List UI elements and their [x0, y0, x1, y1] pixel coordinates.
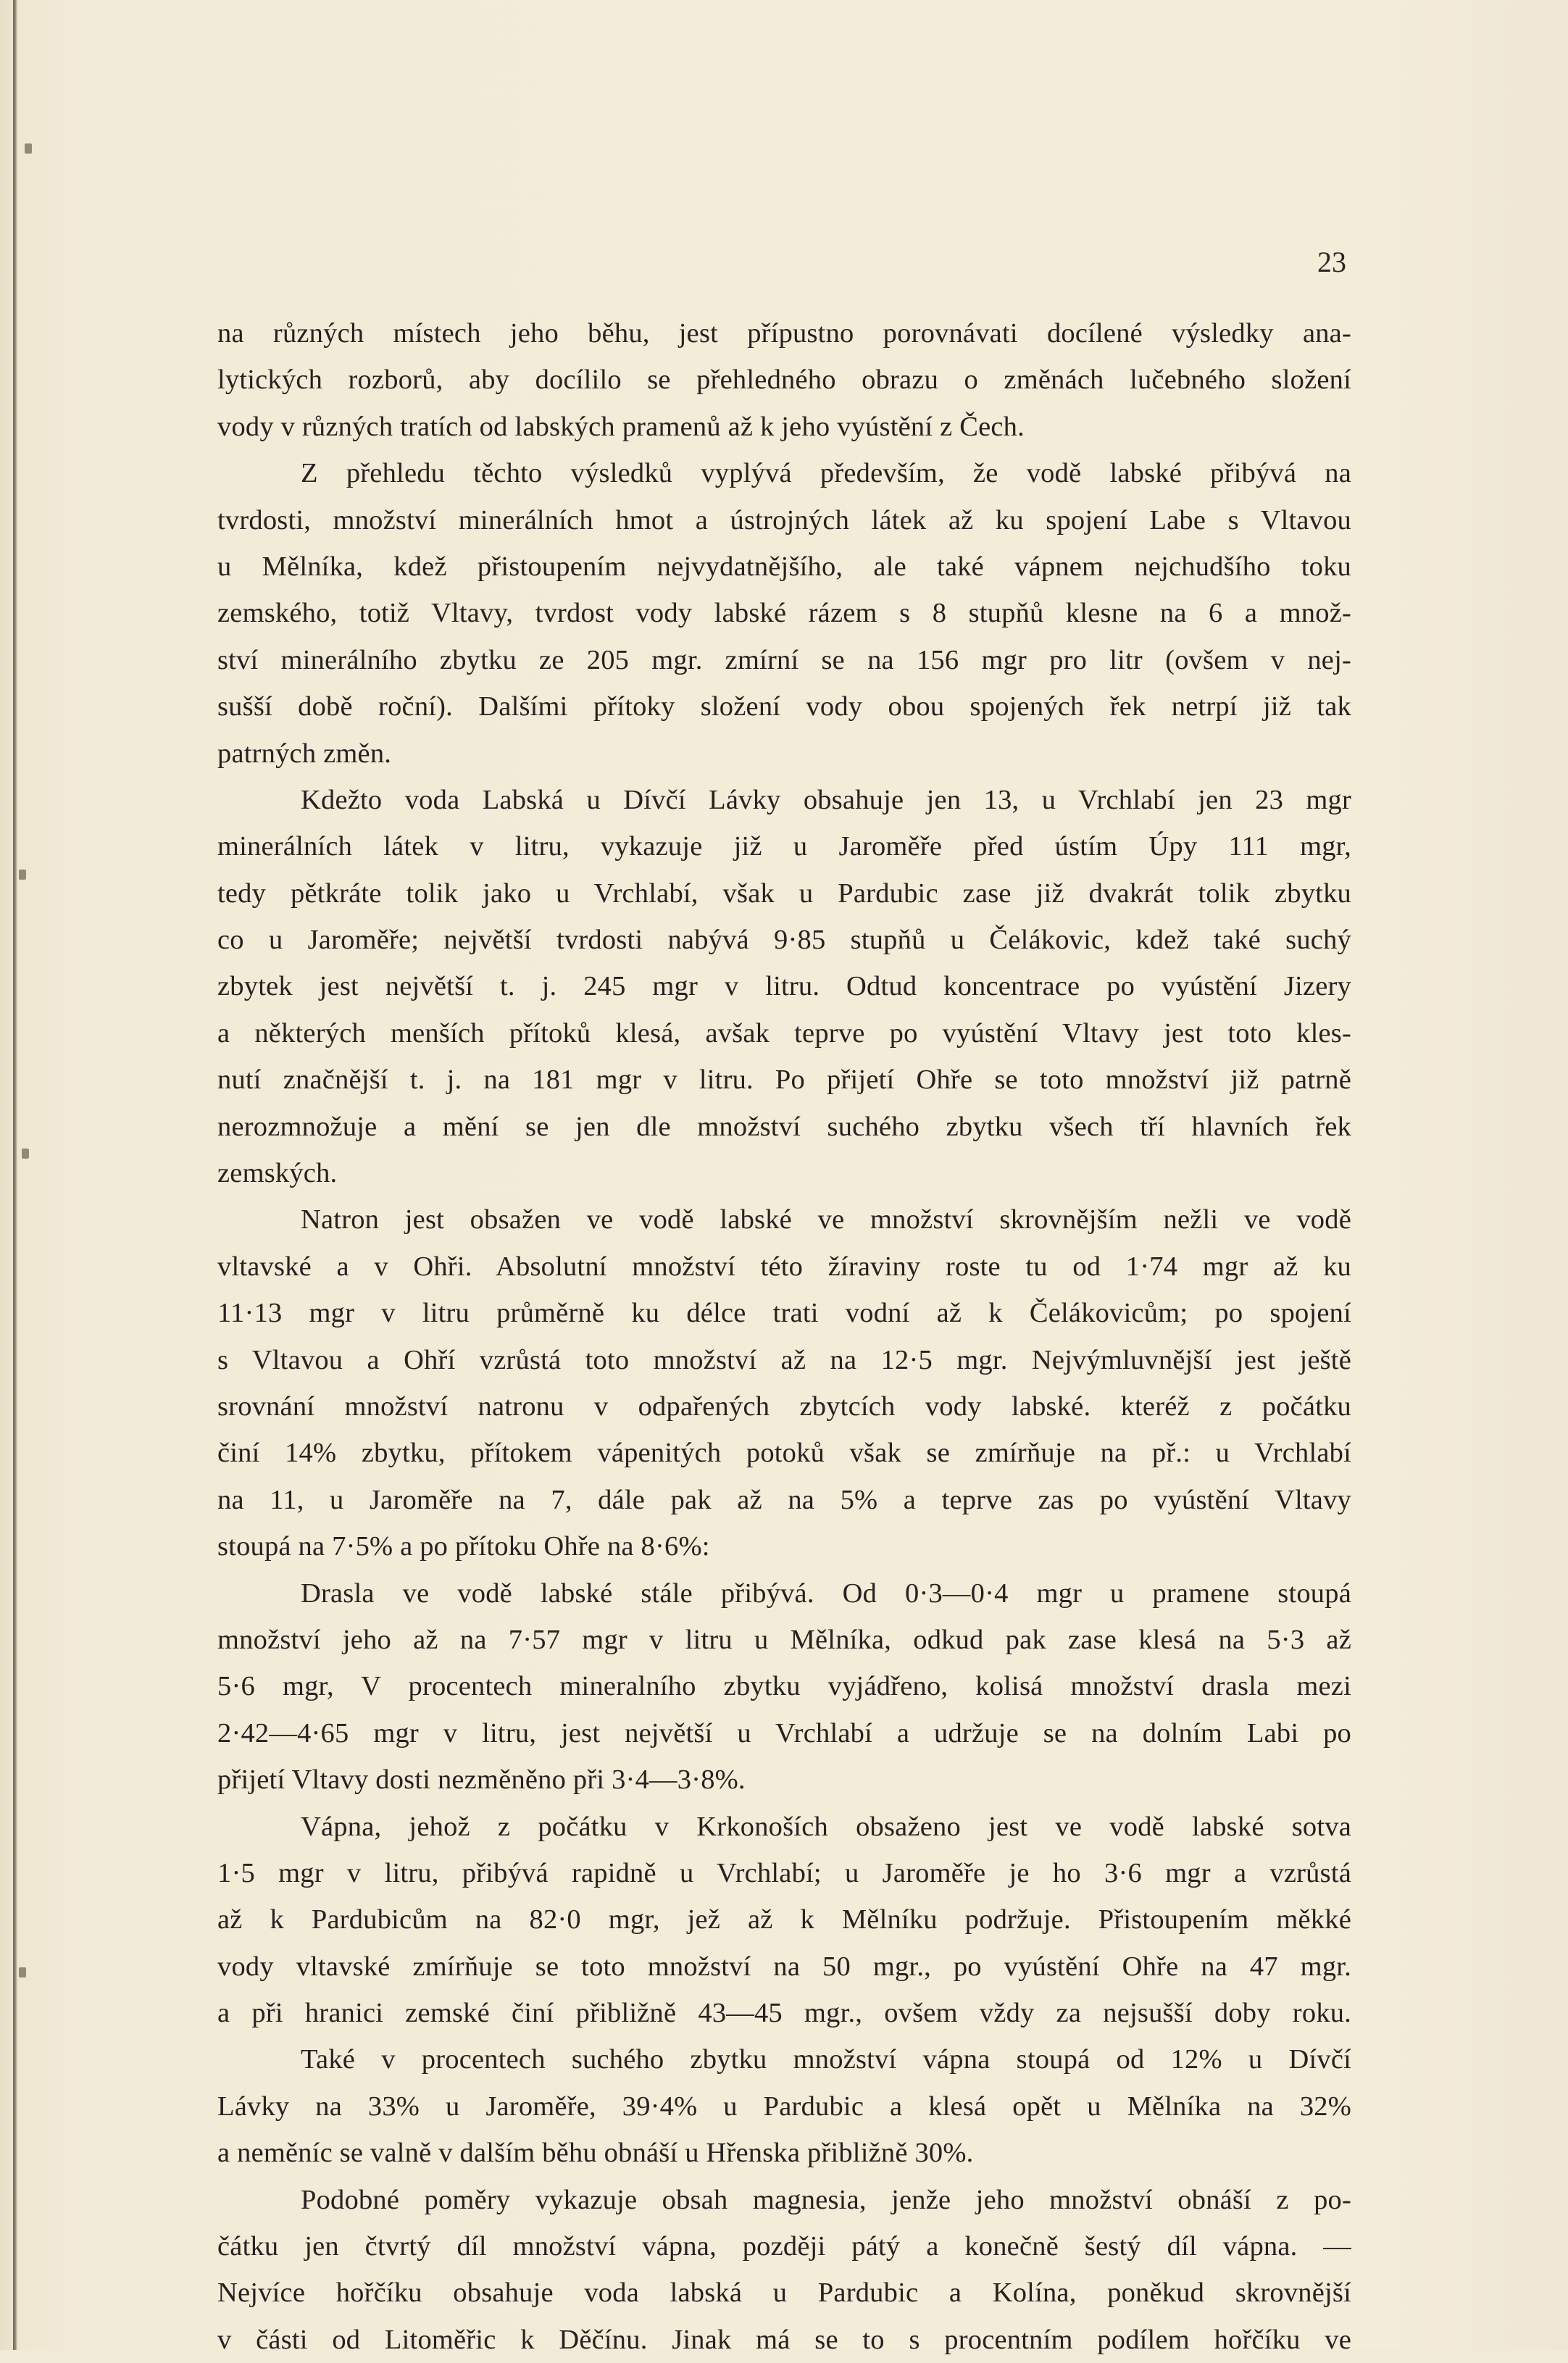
text-line: lytických rozborů, aby docílilo se přehledného obrazu o změnách lučebného složení	[217, 364, 1351, 396]
text-line: tvrdosti, množství minerálních hmot a ústrojných látek až ku spojení Labe s Vltavou	[217, 504, 1351, 535]
text-line: u Mělníka, kdež přistoupením nejvydatnějšího, ale také vápnem nejchudšího toku	[217, 551, 1351, 582]
text-line: 2·42—4·65 mgr v litru, jest největší u Vrchlabí a udržuje se na dolním Labi po	[217, 1717, 1351, 1749]
text-line: zemských.	[217, 1158, 338, 1189]
edge-mark	[22, 1149, 29, 1159]
text-line: tedy pětkráte tolik jako u Vrchlabí, však u Pardubic zase již dvakrát tolik zbytku	[217, 878, 1351, 909]
body-text	[217, 310, 1351, 2363]
edge-mark	[19, 870, 26, 880]
binding-edge	[13, 0, 17, 2350]
text-line: sušší době roční). Dalšími přítoky složení vody obou spojených řek netrpí již tak	[217, 691, 1351, 722]
page-number: 23	[1317, 246, 1346, 278]
text-line: Kdežto voda Labská u Dívčí Lávky obsahuje jen 13, u Vrchlabí jen 23 mgr	[301, 784, 1351, 815]
text-line: Také v procentech suchého zbytku množství vápna stoupá od 12% u Dívčí	[301, 2044, 1351, 2075]
text-line: zbytek jest největší t. j. 245 mgr v litru. Odtud koncentrace po vyústění Jizery	[217, 971, 1351, 1002]
text-line: nerozmnožuje a mění se jen dle množství suchého zbytku všech tří hlavních řek	[217, 1111, 1351, 1142]
text-line: na různých místech jeho běhu, jest přípustno porovnávati docílené výsledky ana-	[217, 318, 1351, 349]
text-line: Podobné poměry vykazuje obsah magnesia, jenže jeho množství obnáší z po-	[301, 2184, 1351, 2215]
text-line: s Vltavou a Ohří vzrůstá toto množství až na 12·5 mgr. Nejvýmluvnější jest ještě	[217, 1344, 1351, 1375]
text-line: v části od Litoměřic k Děčínu. Jinak má se to s procentním podílem hořčíku ve	[217, 2324, 1351, 2355]
text-line: nutí značnější t. j. na 181 mgr v litru. Po přijetí Ohře se toto množství již patrně	[217, 1064, 1351, 1096]
text-line: Nejvíce hořčíku obsahuje voda labská u Pardubic a Kolína, poněkud skrovnější	[217, 2277, 1351, 2309]
text-line: 11·13 mgr v litru průměrně ku délce trati vodní až k Čelákovicům; po spojení	[217, 1298, 1351, 1329]
text-line: a při hranici zemské činí přibližně 43—45 mgr., ovšem vždy za nejsušší doby roku.	[217, 1998, 1351, 2029]
text-line: ství minerálního zbytku ze 205 mgr. zmírní se na 156 mgr pro litr (ovšem v nej-	[217, 644, 1351, 675]
text-line: a neměníc se valně v dalším běhu obnáší u Hřenska přibližně 30%.	[217, 2138, 974, 2169]
edge-mark	[25, 143, 32, 154]
text-line: vody v různých tratích od labských pramenů až k jeho vyústění z Čech.	[217, 411, 1025, 442]
text-line: patrných změn.	[217, 738, 392, 769]
text-line: 1·5 mgr v litru, přibývá rapidně u Vrchlabí; u Jaroměře je ho 3·6 mgr a vzrůstá	[217, 1857, 1351, 1888]
edge-mark	[19, 1967, 26, 1977]
text-line: srovnání množství natronu v odpařených zbytcích vody labské. kteréž z počátku	[217, 1391, 1351, 1422]
text-line: Natron jest obsažen ve vodě labské ve množství skrovnějším nežli ve vodě	[301, 1204, 1351, 1235]
text-line: vltavské a v Ohři. Absolutní množství této žíraviny roste tu od 1·74 mgr až ku	[217, 1251, 1351, 1282]
text-line: Lávky na 33% u Jaroměře, 39·4% u Pardubic a klesá opět u Mělníka na 32%	[217, 2091, 1351, 2122]
text-line: Vápna, jehož z počátku v Krkonoších obsaženo jest ve vodě labské sotva	[301, 1811, 1351, 1842]
text-line: množství jeho až na 7·57 mgr v litru u Mělníka, odkud pak zase klesá na 5·3 až	[217, 1624, 1351, 1655]
text-line: co u Jaroměře; největší tvrdosti nabývá 9·85 stupňů u Čelákovic, kdež také suchý	[217, 925, 1351, 956]
text-line: až k Pardubicům na 82·0 mgr, jež až k Mělníku podržuje. Přistoupením měkké	[217, 1904, 1351, 1935]
text-line: minerálních látek v litru, vykazuje již u Jaroměře před ústím Úpy 111 mgr,	[217, 831, 1351, 862]
text-line: 5·6 mgr, V procentech mineralního zbytku vyjádřeno, kolisá množství drasla mezi	[217, 1671, 1351, 1702]
text-line: čátku jen čtvrtý díl množství vápna, později pátý a konečně šestý díl vápna. —	[217, 2231, 1351, 2262]
text-line: vody vltavské zmírňuje se toto množství na 50 mgr., po vyústění Ohře na 47 mgr.	[217, 1951, 1351, 1982]
text-line: Drasla ve vodě labské stále přibývá. Od 0·3—0·4 mgr u pramene stoupá	[301, 1578, 1351, 1609]
text-line: zemského, totiž Vltavy, tvrdost vody labské rázem s 8 stupňů klesne na 6 a množ-	[217, 598, 1351, 629]
text-line: přijetí Vltavy dosti nezměněno při 3·4—3·8%.	[217, 1764, 746, 1796]
text-line: a některých menších přítoků klesá, avšak teprve po vyústění Vltavy jest toto kles-	[217, 1017, 1351, 1049]
text-line: činí 14% zbytku, přítokem vápenitých potoků však se zmírňuje na př.: u Vrchlabí	[217, 1438, 1351, 1469]
text-line: na 11, u Jaroměře na 7, dále pak až na 5% a teprve zas po vyústění Vltavy	[217, 1484, 1351, 1515]
text-line: stoupá na 7·5% a po přítoku Ohře na 8·6%:	[217, 1531, 710, 1562]
text-line: Z přehledu těchto výsledků vyplývá především, že vodě labské přibývá na	[301, 458, 1351, 489]
